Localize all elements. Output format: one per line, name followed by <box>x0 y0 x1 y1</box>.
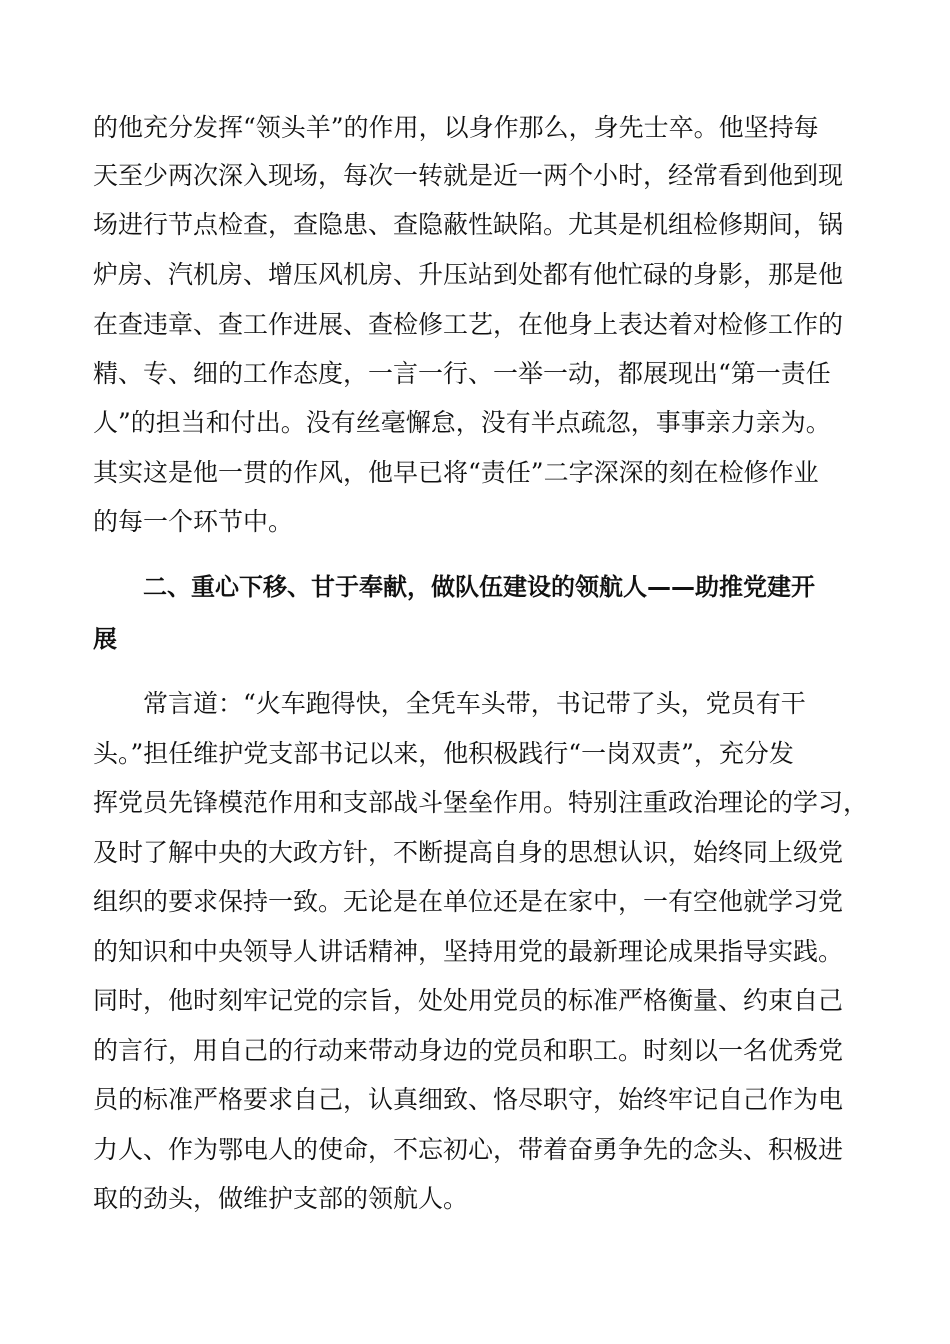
paragraph-line: 员的标准严格要求自己，认真细致、恪尽职守，始终牢记自己作为电 <box>93 1085 844 1114</box>
paragraph-line: 天至少两次深入现场，每次一转就是近一两个小时，经常看到他到现 <box>93 161 844 190</box>
heading-line: 展 <box>93 625 117 653</box>
paragraph-line: 及时了解中央的大政方针，不断提高自身的思想认识，始终同上级党 <box>93 838 844 867</box>
paragraph-line: 力人、作为鄂电人的使命，不忘初心，带着奋勇争先的念头、积极进 <box>93 1135 844 1164</box>
paragraph-line: 的每一个环节中。 <box>93 507 294 536</box>
paragraph-line: 挥党员先锋模范作用和支部战斗堡垒作用。特别注重政治理论的学习， <box>93 788 869 817</box>
paragraph-line: 的言行，用自己的行动来带动身边的党员和职工。时刻以一名优秀党 <box>93 1036 844 1065</box>
paragraph-line: 炉房、汽机房、增压风机房、升压站到处都有他忙碌的身影，那是他 <box>93 260 844 289</box>
paragraph-line: 其实这是他一贯的作风，他早已将“责任”二字深深的刻在检修作业 <box>93 458 819 487</box>
paragraph-line: 人”的担当和付出。没有丝毫懈怠，没有半点疏忽，事事亲力亲为。 <box>93 408 831 437</box>
paragraph-line: 头。”担任维护党支部书记以来，他积极践行“一岗双责”，充分发 <box>93 739 794 768</box>
paragraph-line: 组织的要求保持一致。无论是在单位还是在家中，一有空他就学习党 <box>93 887 844 916</box>
paragraph-line: 的知识和中央领导人讲话精神，坚持用党的最新理论成果指导实践。 <box>93 937 844 966</box>
paragraph-line: 在查违章、查工作进展、查检修工艺，在他身上表达着对检修工作的 <box>93 310 844 339</box>
paragraph-line: 的他充分发挥“领头羊”的作用，以身作那么，身先士卒。他坚持每 <box>93 113 819 142</box>
heading-line: 二、重心下移、甘于奉献，做队伍建设的领航人——助推党建开 <box>143 573 815 601</box>
paragraph-line: 精、专、细的工作态度，一言一行、一举一动，都展现出“第一责任 <box>93 359 831 388</box>
paragraph-line: 常言道：“火车跑得快，全凭车头带，书记带了头，党员有干 <box>143 689 806 718</box>
paragraph-line: 同时，他时刻牢记党的宗旨，处处用党员的标准严格衡量、约束自己 <box>93 986 844 1015</box>
paragraph-line: 取的劲头，做维护支部的领航人。 <box>93 1184 469 1213</box>
paragraph-line: 场进行节点检查，查隐患、查隐蔽性缺陷。尤其是机组检修期间，锅 <box>93 210 844 239</box>
